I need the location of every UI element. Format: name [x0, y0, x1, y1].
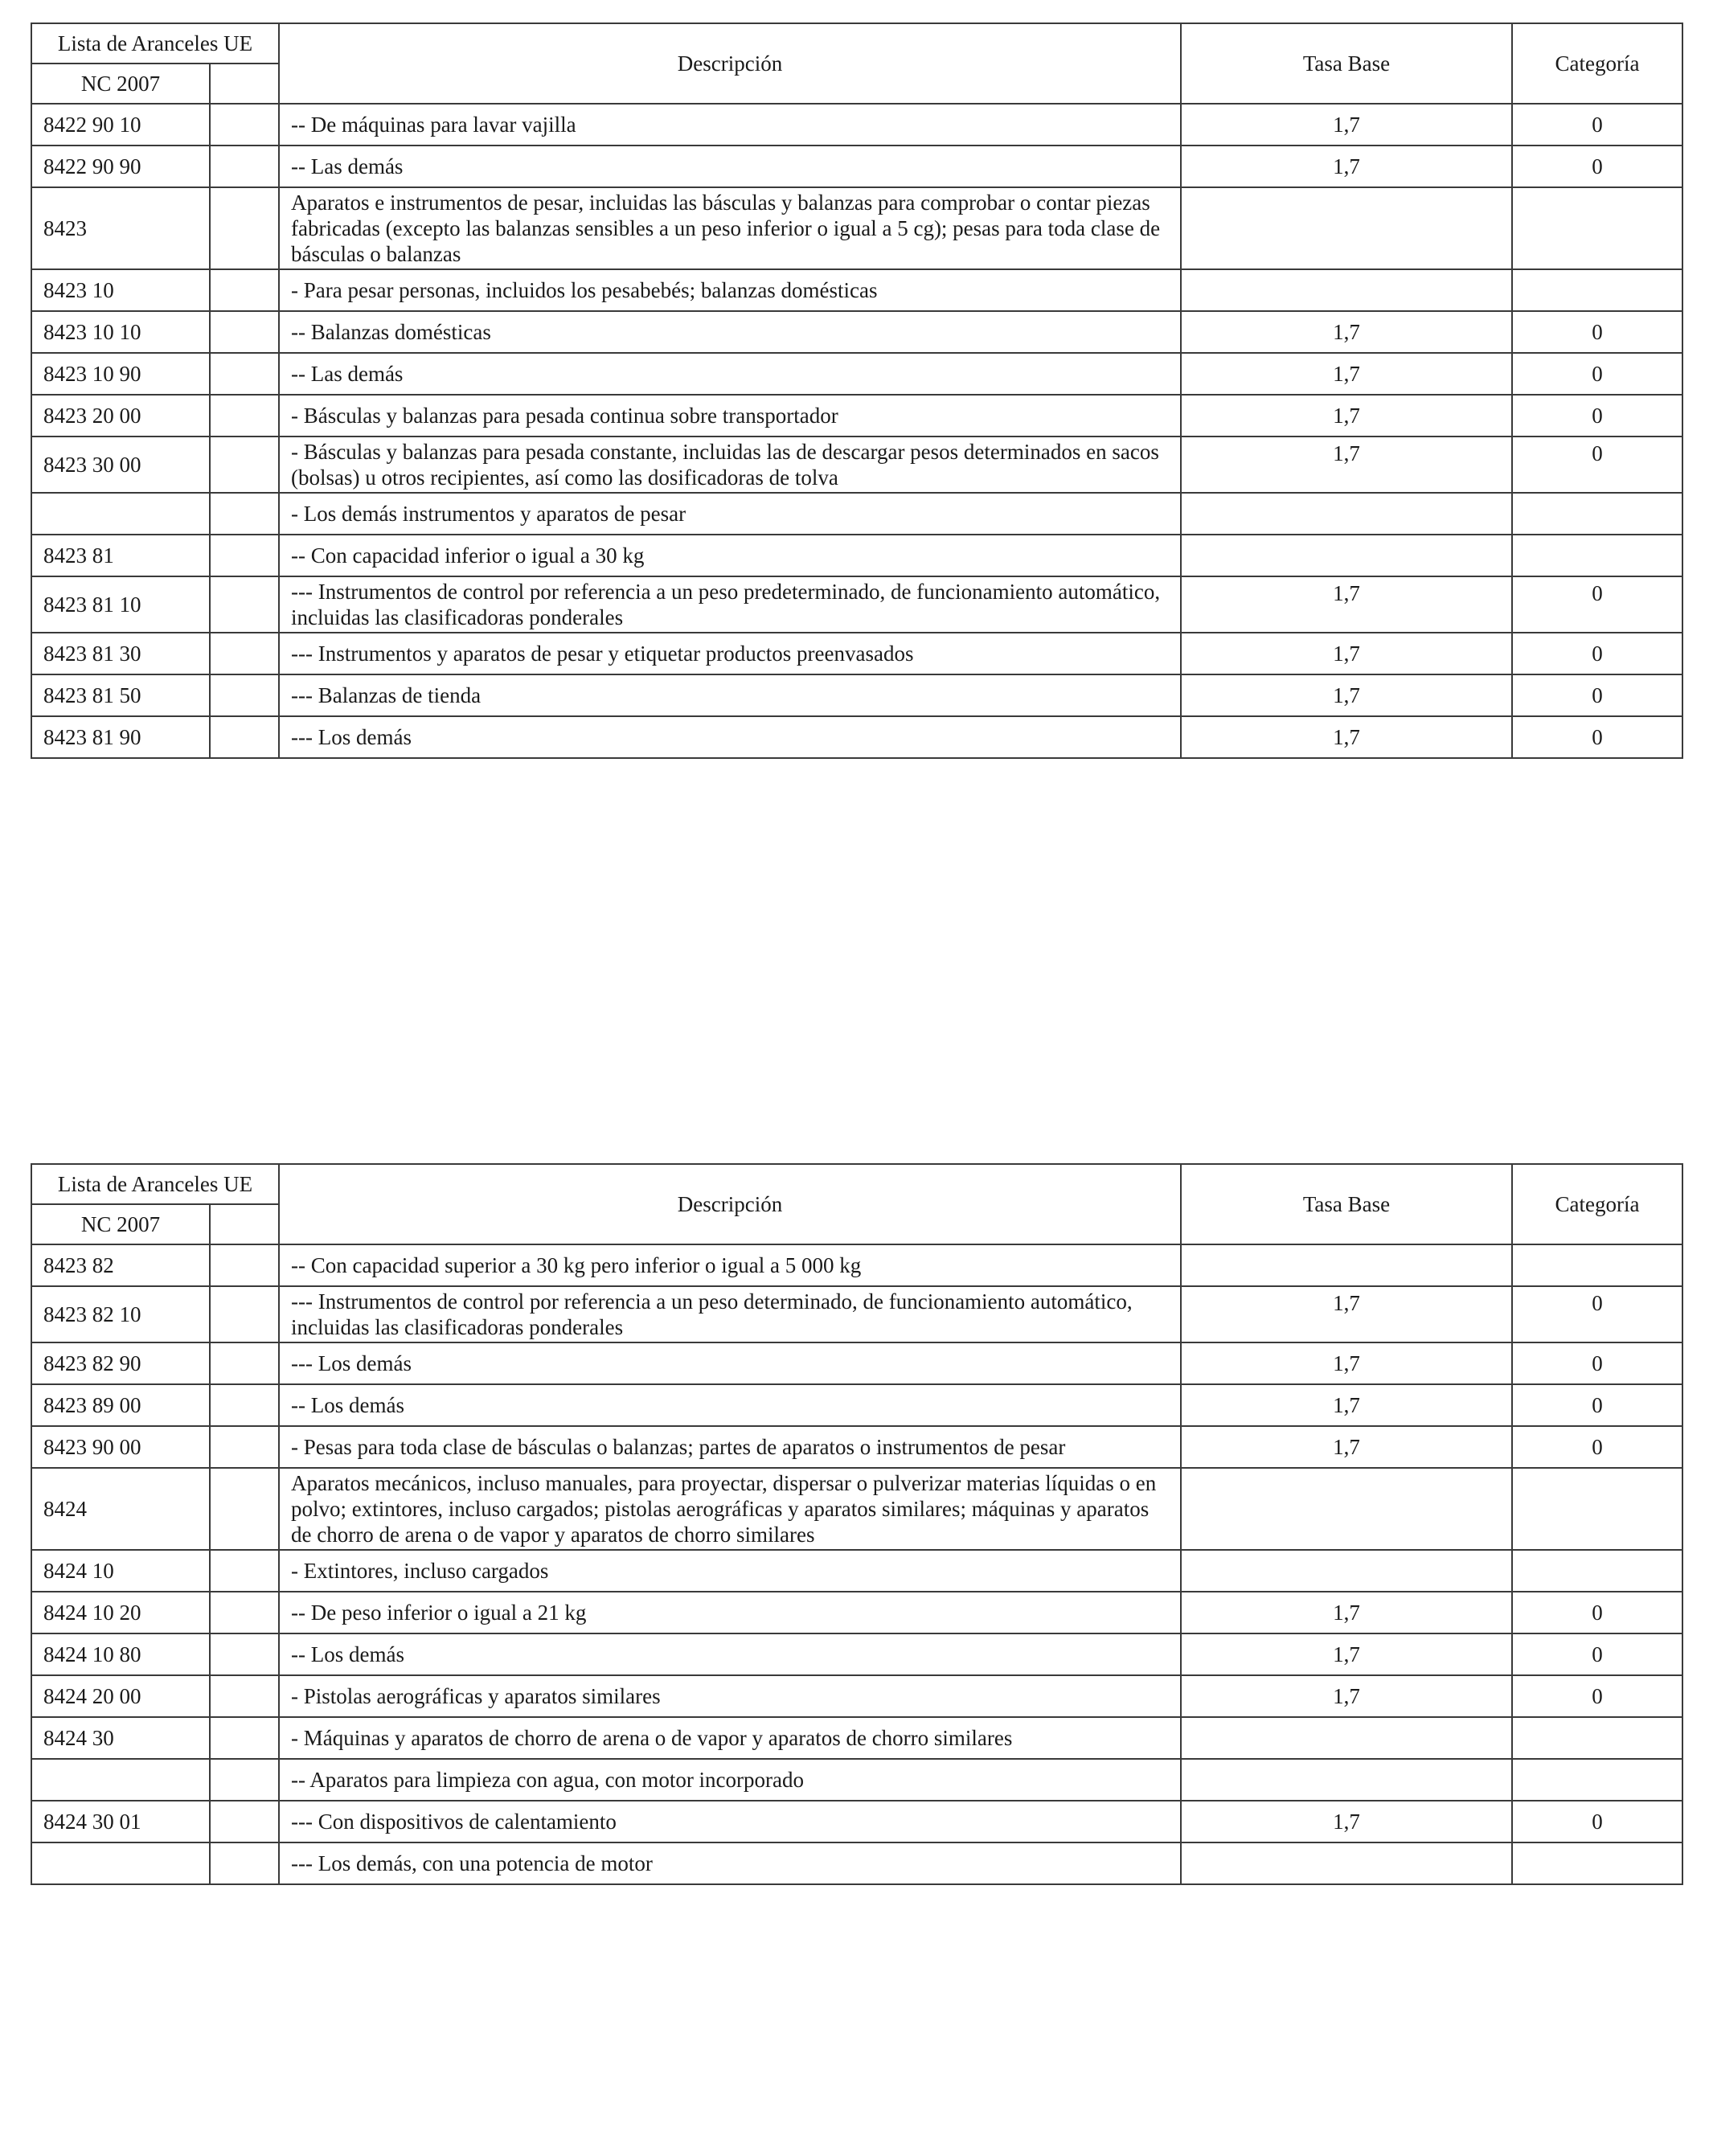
base-rate-cell — [1181, 1842, 1512, 1884]
tariff-code-cell: 8424 10 20 — [31, 1592, 210, 1633]
table-row — [31, 1592, 1682, 1633]
base-rate-cell: 1,7 — [1181, 437, 1512, 493]
description-cell: -- Aparatos para limpieza con agua, con motor incorporado — [279, 1759, 1181, 1801]
header-category: Categoría — [1512, 23, 1682, 104]
category-cell: 0 — [1512, 1675, 1682, 1717]
description-cell: - Extintores, incluso cargados — [279, 1550, 1181, 1592]
description-cell: - Pesas para toda clase de básculas o balanzas; partes de aparatos o instrumentos de pesar — [279, 1426, 1181, 1468]
tariff-code-cell: 8423 81 30 — [31, 633, 210, 674]
table-row — [31, 146, 1682, 187]
blank-cell — [210, 1426, 279, 1468]
base-rate-cell: 1,7 — [1181, 716, 1512, 758]
base-rate-cell — [1181, 187, 1512, 269]
tariff-code-cell: 8423 82 90 — [31, 1342, 210, 1384]
category-cell: 0 — [1512, 576, 1682, 633]
blank-cell — [210, 1384, 279, 1426]
table-row — [31, 1550, 1682, 1592]
tariff-table-2 — [31, 1163, 1683, 1885]
description-cell: -- Las demás — [279, 353, 1181, 395]
table-row — [31, 633, 1682, 674]
category-cell: 0 — [1512, 1801, 1682, 1842]
blank-cell — [210, 1550, 279, 1592]
tariff-code-cell: 8423 — [31, 187, 210, 269]
base-rate-cell: 1,7 — [1181, 1592, 1512, 1633]
description-cell: --- Con dispositivos de calentamiento — [279, 1801, 1181, 1842]
header-description: Descripción — [279, 23, 1181, 104]
blank-cell — [210, 674, 279, 716]
category-cell: 0 — [1512, 1633, 1682, 1675]
tariff-code-cell: 8423 81 90 — [31, 716, 210, 758]
blank-cell — [210, 187, 279, 269]
table-row — [31, 104, 1682, 146]
blank-cell — [210, 576, 279, 633]
base-rate-cell: 1,7 — [1181, 353, 1512, 395]
description-cell: -- Las demás — [279, 146, 1181, 187]
category-cell: 0 — [1512, 395, 1682, 437]
base-rate-cell — [1181, 269, 1512, 311]
tariff-code-cell: 8423 10 — [31, 269, 210, 311]
category-cell: 0 — [1512, 1592, 1682, 1633]
header-blank — [210, 64, 279, 104]
tariff-code-cell: 8424 20 00 — [31, 1675, 210, 1717]
base-rate-cell: 1,7 — [1181, 1384, 1512, 1426]
table-row — [31, 311, 1682, 353]
category-cell: 0 — [1512, 1342, 1682, 1384]
base-rate-cell: 1,7 — [1181, 633, 1512, 674]
tariff-code-cell — [31, 1842, 210, 1884]
table-row — [31, 1717, 1682, 1759]
base-rate-cell: 1,7 — [1181, 1675, 1512, 1717]
tariff-table-1 — [31, 23, 1683, 759]
blank-cell — [210, 437, 279, 493]
blank-cell — [210, 1468, 279, 1550]
base-rate-cell: 1,7 — [1181, 1633, 1512, 1675]
description-cell: --- Instrumentos de control por referencia a un peso determinado, de funcionamiento automático, incluidas las clasificadoras ponderales — [279, 1286, 1181, 1342]
description-cell: - Máquinas y aparatos de chorro de arena o de vapor y aparatos de chorro similares — [279, 1717, 1181, 1759]
category-cell: 0 — [1512, 1286, 1682, 1342]
base-rate-cell: 1,7 — [1181, 1801, 1512, 1842]
header-rate: Tasa Base — [1181, 23, 1512, 104]
base-rate-cell: 1,7 — [1181, 1286, 1512, 1342]
base-rate-cell: 1,7 — [1181, 146, 1512, 187]
category-cell — [1512, 269, 1682, 311]
table-row — [31, 493, 1682, 535]
base-rate-cell: 1,7 — [1181, 395, 1512, 437]
blank-cell — [210, 1717, 279, 1759]
blank-cell — [210, 269, 279, 311]
table-row — [31, 269, 1682, 311]
table-header — [31, 1164, 1682, 1244]
tariff-code-cell: 8423 20 00 — [31, 395, 210, 437]
blank-cell — [210, 1244, 279, 1286]
category-cell — [1512, 1550, 1682, 1592]
base-rate-cell — [1181, 1550, 1512, 1592]
table-row — [31, 535, 1682, 576]
tariff-code-cell: 8423 90 00 — [31, 1426, 210, 1468]
tariff-code-cell: 8424 30 01 — [31, 1801, 210, 1842]
description-cell: -- Con capacidad superior a 30 kg pero inferior o igual a 5 000 kg — [279, 1244, 1181, 1286]
tariff-code-cell: 8423 30 00 — [31, 437, 210, 493]
category-cell — [1512, 1244, 1682, 1286]
tariff-code-cell: 8423 82 10 — [31, 1286, 210, 1342]
table-row — [31, 1244, 1682, 1286]
table-row — [31, 674, 1682, 716]
base-rate-cell — [1181, 1717, 1512, 1759]
blank-cell — [210, 493, 279, 535]
description-cell: Aparatos e instrumentos de pesar, incluidas las básculas y balanzas para comprobar o contar piezas fabricadas (excepto las balanzas sensibles a un peso inferior o igual a 5 cg); pesas para toda clase de básculas o balanzas — [279, 187, 1181, 269]
category-cell: 0 — [1512, 146, 1682, 187]
blank-cell — [210, 1759, 279, 1801]
category-cell: 0 — [1512, 633, 1682, 674]
header-description: Descripción — [279, 1164, 1181, 1244]
description-cell: Aparatos mecánicos, incluso manuales, para proyectar, dispersar o pulverizar materias líquidas o en polvo; extintores, incluso cargados; pistolas aerográficas y aparatos similares; máquinas y aparatos de chorro de arena o de vapor y aparatos de chorro similares — [279, 1468, 1181, 1550]
blank-cell — [210, 1842, 279, 1884]
description-cell: --- Instrumentos de control por referencia a un peso predeterminado, de funcionamiento automático, incluidas las clasificadoras ponderales — [279, 576, 1181, 633]
table-row — [31, 1286, 1682, 1342]
tariff-code-cell: 8423 81 50 — [31, 674, 210, 716]
table-body — [31, 104, 1682, 758]
description-cell: - Para pesar personas, incluidos los pesabebés; balanzas domésticas — [279, 269, 1181, 311]
blank-cell — [210, 146, 279, 187]
description-cell: --- Los demás — [279, 716, 1181, 758]
description-cell: -- Los demás — [279, 1384, 1181, 1426]
base-rate-cell: 1,7 — [1181, 311, 1512, 353]
tariff-code-cell: 8422 90 90 — [31, 146, 210, 187]
description-cell: -- De peso inferior o igual a 21 kg — [279, 1592, 1181, 1633]
category-cell: 0 — [1512, 674, 1682, 716]
base-rate-cell — [1181, 535, 1512, 576]
description-cell: - Los demás instrumentos y aparatos de pesar — [279, 493, 1181, 535]
header-list: Lista de Aranceles UE — [31, 23, 279, 64]
table-body — [31, 1244, 1682, 1884]
table-header — [31, 23, 1682, 104]
tariff-code-cell: 8423 82 — [31, 1244, 210, 1286]
header-list: Lista de Aranceles UE — [31, 1164, 279, 1204]
category-cell: 0 — [1512, 104, 1682, 146]
tariff-code-cell: 8422 90 10 — [31, 104, 210, 146]
table-row — [31, 395, 1682, 437]
category-cell — [1512, 187, 1682, 269]
category-cell: 0 — [1512, 353, 1682, 395]
blank-cell — [210, 353, 279, 395]
table-row — [31, 1384, 1682, 1426]
category-cell: 0 — [1512, 311, 1682, 353]
description-cell: -- De máquinas para lavar vajilla — [279, 104, 1181, 146]
tariff-code-cell: 8424 — [31, 1468, 210, 1550]
tariff-code-cell: 8424 10 — [31, 1550, 210, 1592]
category-cell — [1512, 1842, 1682, 1884]
tariff-code-cell: 8423 81 — [31, 535, 210, 576]
blank-cell — [210, 535, 279, 576]
table-row — [31, 576, 1682, 633]
tariff-code-cell — [31, 1759, 210, 1801]
blank-cell — [210, 1633, 279, 1675]
base-rate-cell — [1181, 1759, 1512, 1801]
tariff-code-cell: 8424 30 — [31, 1717, 210, 1759]
category-cell — [1512, 1717, 1682, 1759]
header-category: Categoría — [1512, 1164, 1682, 1244]
blank-cell — [210, 311, 279, 353]
description-cell: - Básculas y balanzas para pesada continua sobre transportador — [279, 395, 1181, 437]
blank-cell — [210, 1801, 279, 1842]
table-row — [31, 437, 1682, 493]
description-cell: --- Los demás — [279, 1342, 1181, 1384]
header-blank — [210, 1204, 279, 1244]
tariff-code-cell: 8423 81 10 — [31, 576, 210, 633]
table-row — [31, 1468, 1682, 1550]
category-cell — [1512, 1759, 1682, 1801]
base-rate-cell: 1,7 — [1181, 1342, 1512, 1384]
tariff-code-cell: 8423 10 90 — [31, 353, 210, 395]
tariff-code-cell — [31, 493, 210, 535]
blank-cell — [210, 716, 279, 758]
base-rate-cell: 1,7 — [1181, 674, 1512, 716]
table-row — [31, 1633, 1682, 1675]
description-cell: --- Instrumentos y aparatos de pesar y etiquetar productos preenvasados — [279, 633, 1181, 674]
header-rate: Tasa Base — [1181, 1164, 1512, 1244]
blank-cell — [210, 1592, 279, 1633]
category-cell — [1512, 493, 1682, 535]
table-row — [31, 187, 1682, 269]
table-row — [31, 1759, 1682, 1801]
blank-cell — [210, 104, 279, 146]
category-cell: 0 — [1512, 1426, 1682, 1468]
description-cell: -- Balanzas domésticas — [279, 311, 1181, 353]
description-cell: -- Los demás — [279, 1633, 1181, 1675]
header-nc: NC 2007 — [31, 64, 210, 104]
table-row — [31, 1426, 1682, 1468]
table-row — [31, 1842, 1682, 1884]
description-cell: -- Con capacidad inferior o igual a 30 kg — [279, 535, 1181, 576]
category-cell: 0 — [1512, 716, 1682, 758]
header-nc: NC 2007 — [31, 1204, 210, 1244]
tariff-code-cell: 8424 10 80 — [31, 1633, 210, 1675]
base-rate-cell — [1181, 493, 1512, 535]
description-cell: - Básculas y balanzas para pesada constante, incluidas las de descargar pesos determinados en sacos (bolsas) u otros recipientes, así como las dosificadoras de tolva — [279, 437, 1181, 493]
tariff-code-cell: 8423 89 00 — [31, 1384, 210, 1426]
description-cell: --- Balanzas de tienda — [279, 674, 1181, 716]
table-row — [31, 353, 1682, 395]
blank-cell — [210, 1675, 279, 1717]
base-rate-cell: 1,7 — [1181, 576, 1512, 633]
base-rate-cell: 1,7 — [1181, 104, 1512, 146]
table-row — [31, 1675, 1682, 1717]
base-rate-cell — [1181, 1468, 1512, 1550]
base-rate-cell: 1,7 — [1181, 1426, 1512, 1468]
blank-cell — [210, 1286, 279, 1342]
category-cell — [1512, 1468, 1682, 1550]
category-cell: 0 — [1512, 437, 1682, 493]
blank-cell — [210, 633, 279, 674]
table-row — [31, 1342, 1682, 1384]
table-row — [31, 1801, 1682, 1842]
base-rate-cell — [1181, 1244, 1512, 1286]
blank-cell — [210, 1342, 279, 1384]
blank-cell — [210, 395, 279, 437]
tariff-code-cell: 8423 10 10 — [31, 311, 210, 353]
description-cell: --- Los demás, con una potencia de motor — [279, 1842, 1181, 1884]
category-cell — [1512, 535, 1682, 576]
description-cell: - Pistolas aerográficas y aparatos similares — [279, 1675, 1181, 1717]
category-cell: 0 — [1512, 1384, 1682, 1426]
table-row — [31, 716, 1682, 758]
